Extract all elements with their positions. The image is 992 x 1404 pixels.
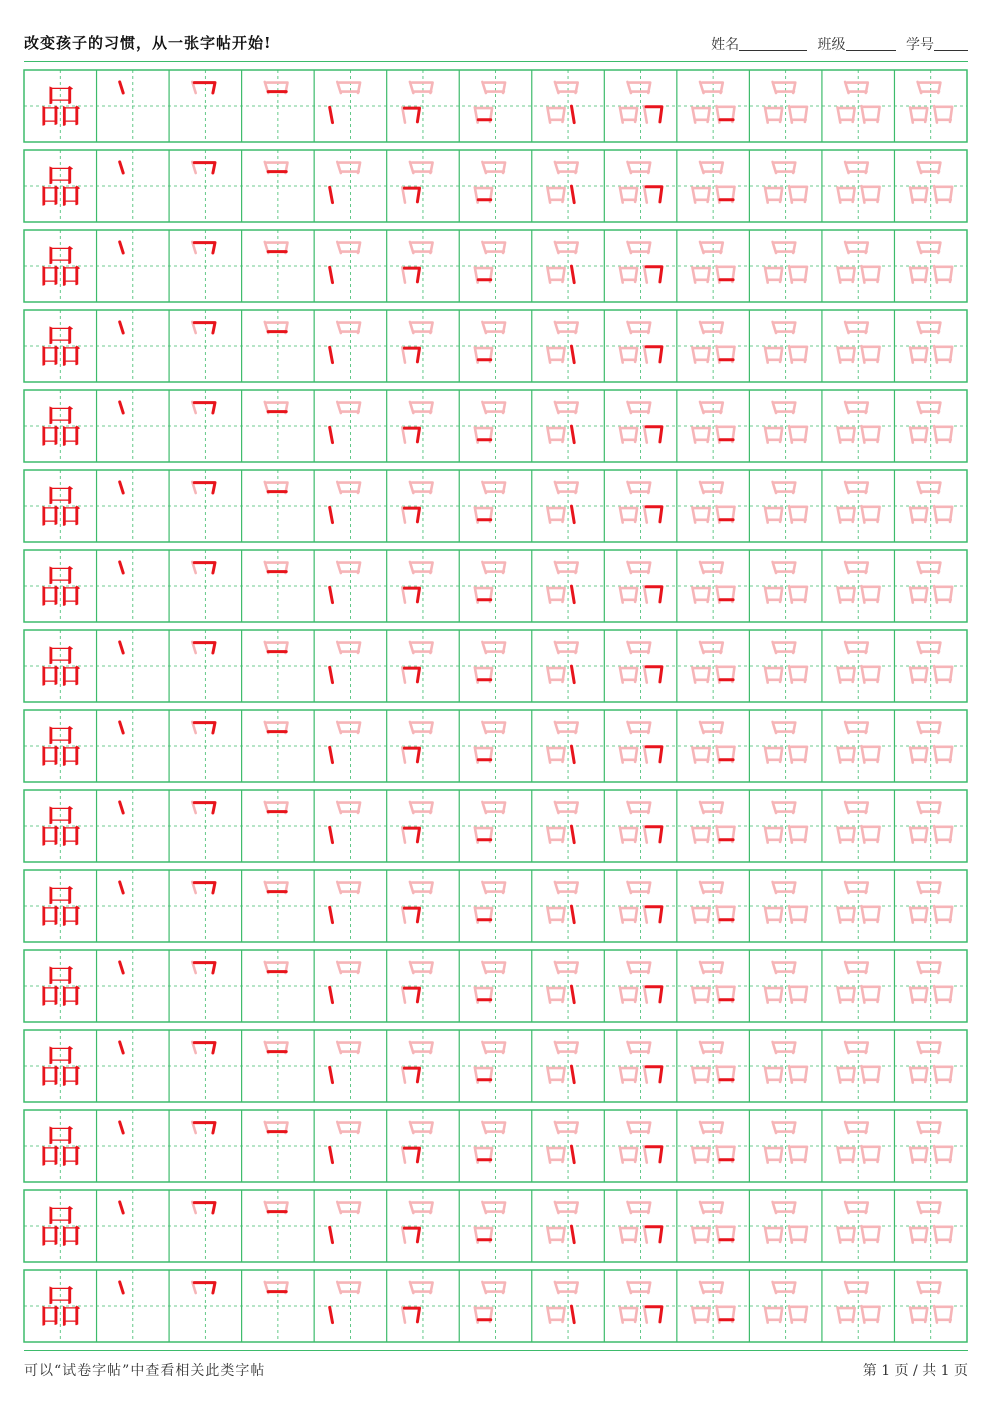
new-stroke (646, 827, 662, 842)
new-stroke (194, 323, 215, 333)
new-stroke (330, 267, 333, 282)
new-stroke (194, 883, 215, 893)
new-stroke (194, 1203, 215, 1213)
new-stroke (646, 1147, 662, 1162)
trace-stroke (644, 1226, 647, 1243)
new-stroke (120, 402, 124, 413)
new-stroke (330, 107, 333, 122)
new-stroke (404, 508, 419, 522)
trace-stroke (644, 906, 647, 923)
new-stroke (330, 347, 333, 362)
trace-stroke (402, 907, 405, 922)
new-stroke (572, 986, 575, 1003)
name-label: 姓名 (711, 37, 740, 53)
new-stroke (120, 802, 124, 813)
new-stroke (194, 963, 215, 973)
page-number: 第 1 页 / 共 1 页 (862, 1363, 968, 1379)
new-stroke (572, 1066, 575, 1083)
new-stroke (120, 642, 124, 653)
trace-stroke (402, 187, 405, 202)
trace-stroke (402, 587, 405, 602)
new-stroke (572, 106, 575, 123)
new-stroke (572, 266, 575, 283)
new-stroke (404, 1148, 419, 1162)
model-character: 品 (38, 322, 83, 373)
trace-stroke (644, 106, 647, 123)
trace-stroke (402, 1227, 405, 1242)
new-stroke (194, 723, 215, 733)
class-label: 班级 (817, 37, 846, 53)
new-stroke (572, 506, 575, 522)
trace-stroke (644, 1066, 647, 1083)
trace-stroke (402, 107, 405, 122)
new-stroke (330, 1147, 333, 1162)
new-stroke (646, 1307, 662, 1322)
new-stroke (120, 1042, 124, 1053)
trace-stroke (644, 506, 647, 522)
new-stroke (646, 987, 662, 1002)
new-stroke (120, 162, 124, 173)
new-stroke (120, 82, 124, 93)
new-stroke (646, 347, 662, 362)
slogan: 改变孩子的习惯，从一张字帖开始! (24, 34, 272, 52)
new-stroke (404, 108, 419, 122)
new-stroke (330, 987, 333, 1002)
trace-stroke (644, 826, 647, 843)
model-character: 品 (38, 882, 83, 933)
new-stroke (120, 722, 124, 733)
model-character: 品 (38, 1202, 83, 1253)
trace-stroke (402, 747, 405, 762)
model-character: 品 (38, 1122, 83, 1173)
model-character: 品 (38, 642, 83, 693)
new-stroke (572, 346, 575, 363)
footer-note: 可以“试卷字帖”中查看相关此类字帖 (24, 1363, 266, 1379)
trace-stroke (402, 827, 405, 842)
new-stroke (404, 428, 419, 442)
new-stroke (646, 107, 662, 122)
new-stroke (404, 988, 419, 1002)
new-stroke (330, 507, 333, 522)
new-stroke (572, 1306, 575, 1323)
new-stroke (194, 803, 215, 813)
new-stroke (404, 1228, 419, 1242)
new-stroke (646, 667, 662, 682)
trace-stroke (644, 266, 647, 283)
new-stroke (404, 588, 419, 602)
new-stroke (330, 187, 333, 202)
model-character: 品 (38, 962, 83, 1013)
new-stroke (646, 747, 662, 762)
model-character: 品 (38, 722, 83, 773)
new-stroke (120, 322, 124, 333)
new-stroke (404, 668, 419, 682)
new-stroke (120, 1122, 124, 1133)
new-stroke (646, 1227, 662, 1242)
trace-stroke (402, 987, 405, 1002)
model-character: 品 (38, 162, 83, 213)
new-stroke (330, 667, 333, 682)
new-stroke (120, 882, 124, 893)
trace-stroke (402, 667, 405, 682)
new-stroke (194, 1043, 215, 1053)
new-stroke (194, 243, 215, 253)
new-stroke (404, 268, 419, 282)
new-stroke (646, 587, 662, 602)
new-stroke (646, 187, 662, 202)
new-stroke (330, 1067, 333, 1082)
new-stroke (572, 426, 575, 443)
new-stroke (572, 826, 575, 843)
new-stroke (572, 746, 575, 763)
new-stroke (194, 1283, 215, 1293)
new-stroke (404, 908, 419, 922)
new-stroke (120, 242, 124, 253)
new-stroke (572, 1146, 575, 1163)
trace-stroke (644, 186, 647, 203)
new-stroke (330, 587, 333, 602)
model-character: 品 (38, 82, 83, 133)
new-stroke (646, 267, 662, 282)
new-stroke (194, 563, 215, 573)
new-stroke (572, 1226, 575, 1243)
model-character: 品 (38, 402, 83, 453)
trace-stroke (644, 986, 647, 1003)
new-stroke (572, 666, 575, 683)
trace-stroke (402, 507, 405, 522)
model-character: 品 (38, 242, 83, 293)
new-stroke (194, 483, 215, 493)
trace-stroke (402, 1067, 405, 1082)
trace-stroke (402, 267, 405, 282)
model-character: 品 (38, 482, 83, 533)
new-stroke (120, 482, 124, 493)
trace-stroke (644, 426, 647, 443)
trace-stroke (644, 1146, 647, 1163)
new-stroke (572, 186, 575, 203)
new-stroke (330, 427, 333, 442)
new-stroke (572, 586, 575, 603)
new-stroke (194, 643, 215, 653)
number-label: 学号 (906, 37, 934, 53)
new-stroke (404, 188, 419, 202)
trace-stroke (402, 347, 405, 362)
model-character: 品 (38, 802, 83, 853)
new-stroke (194, 83, 215, 93)
new-stroke (330, 747, 333, 762)
new-stroke (120, 562, 124, 573)
new-stroke (572, 906, 575, 923)
trace-stroke (644, 1306, 647, 1323)
footer-divider (24, 1350, 968, 1351)
model-character: 品 (38, 562, 83, 613)
new-stroke (646, 907, 662, 922)
new-stroke (120, 1282, 124, 1293)
trace-stroke (402, 427, 405, 442)
new-stroke (404, 1068, 419, 1082)
model-character: 品 (38, 1042, 83, 1093)
trace-stroke (644, 586, 647, 603)
trace-stroke (644, 746, 647, 763)
model-character: 品 (38, 1282, 83, 1333)
new-stroke (646, 507, 662, 522)
new-stroke (404, 828, 419, 842)
new-stroke (404, 748, 419, 762)
trace-stroke (644, 346, 647, 363)
new-stroke (330, 1227, 333, 1242)
new-stroke (404, 1308, 419, 1322)
new-stroke (646, 427, 662, 442)
new-stroke (194, 403, 215, 413)
trace-stroke (402, 1307, 405, 1322)
new-stroke (330, 827, 333, 842)
new-stroke (120, 1202, 124, 1213)
trace-stroke (644, 666, 647, 683)
trace-stroke (402, 1147, 405, 1162)
new-stroke (646, 1067, 662, 1082)
new-stroke (404, 348, 419, 362)
new-stroke (194, 163, 215, 173)
new-stroke (120, 962, 124, 973)
new-stroke (330, 907, 333, 922)
new-stroke (330, 1307, 333, 1322)
new-stroke (194, 1123, 215, 1133)
